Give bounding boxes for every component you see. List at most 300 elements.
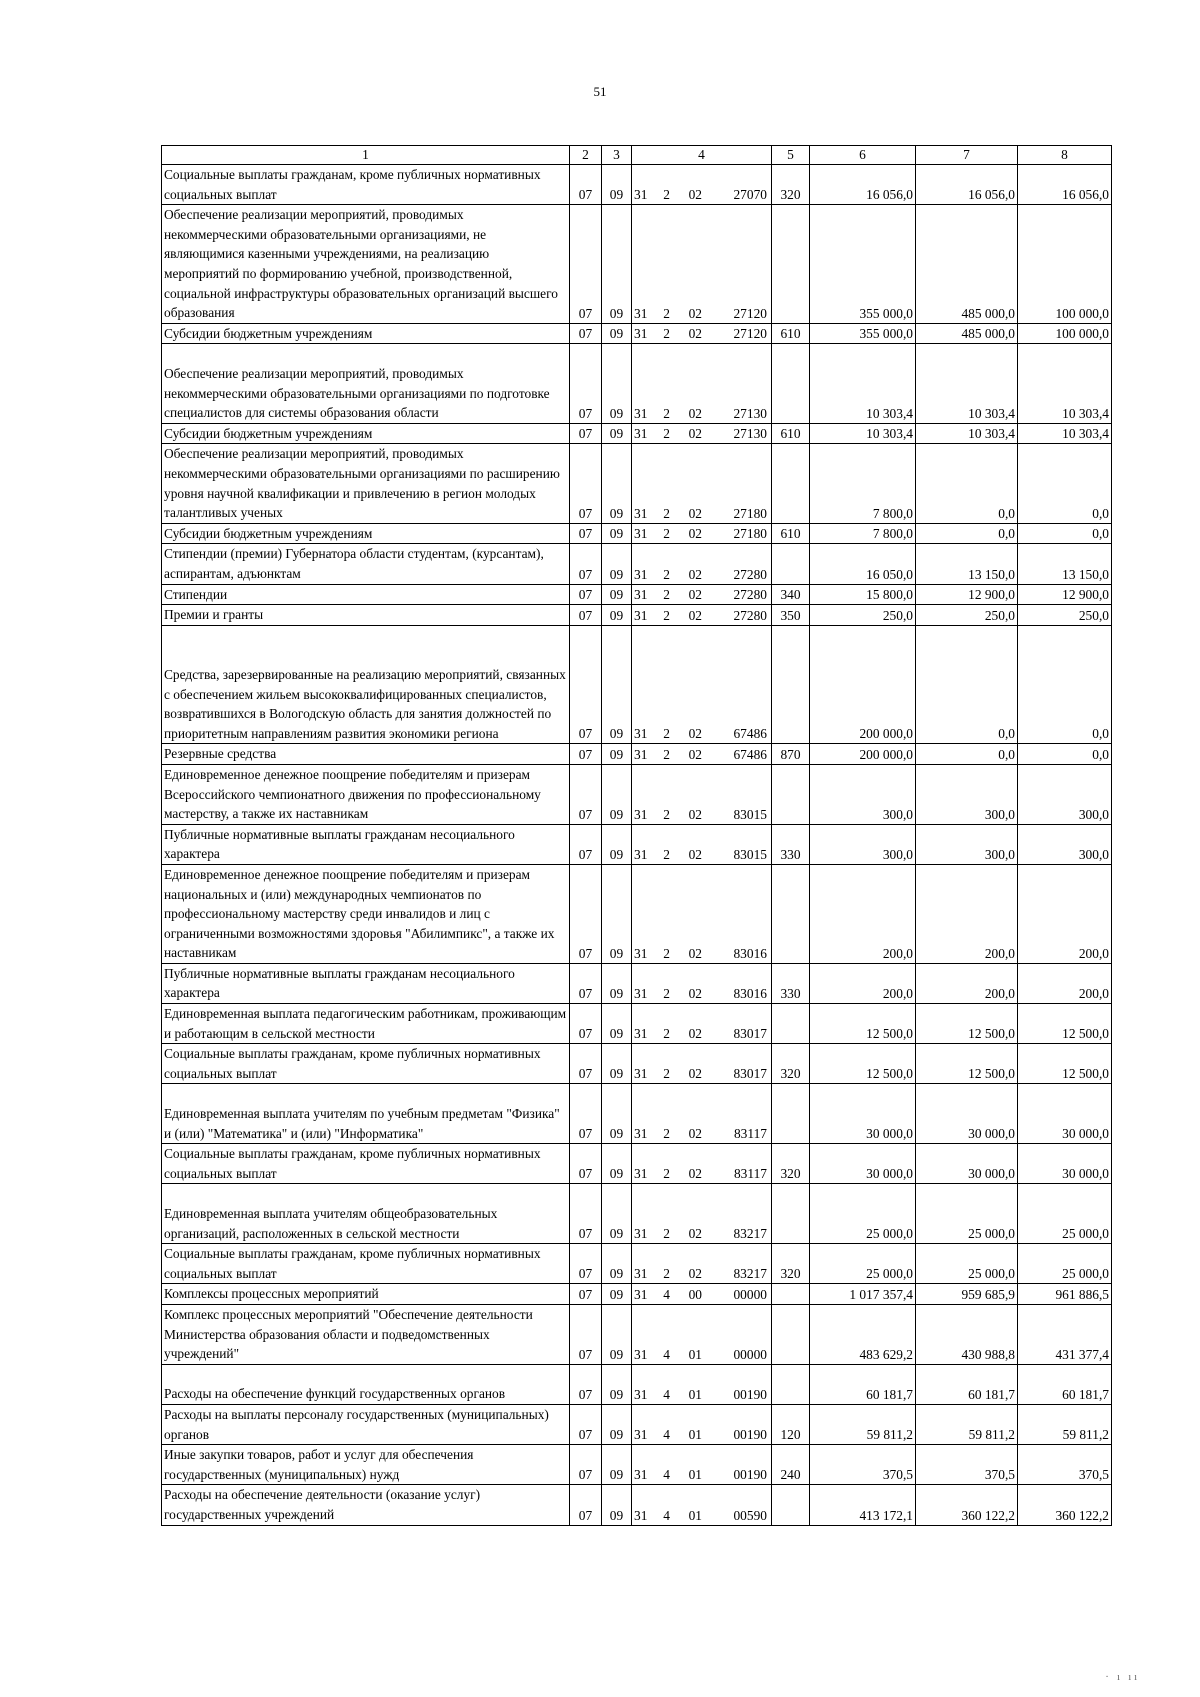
- row-target-article: [632, 205, 772, 324]
- row-section: 07: [570, 963, 602, 1003]
- target-article-part: 02: [688, 746, 702, 762]
- row-name: Единовременная выплата учителям общеобразовательных организаций, расположенных в сельской местности: [162, 1184, 570, 1244]
- target-article-part: 67486: [733, 726, 767, 742]
- row-name: Комплексы процессных мероприятий: [162, 1284, 570, 1305]
- row-subsection: 09: [602, 1184, 632, 1244]
- table-row: [162, 544, 1112, 584]
- target-article-part: 00: [688, 1287, 702, 1303]
- target-article-part: 31: [634, 526, 648, 542]
- row-name: Субсидии бюджетным учреждениям: [162, 423, 570, 444]
- row-name: Публичные нормативные выплаты гражданам несоциального характера: [162, 824, 570, 864]
- row-value-col6: 12 500,0: [810, 1004, 916, 1044]
- target-article-part: 31: [634, 1126, 648, 1142]
- target-article-part: 31: [634, 305, 648, 321]
- target-article-part: 4: [663, 1387, 670, 1402]
- table-row: [162, 963, 1112, 1003]
- row-name: Обеспечение реализации мероприятий, проводимых некоммерческими образовательными организациями, не являющимися казенными учреждениями, на реализацию мероприятий по формированию учебной, производственной, социальной инфраструктуры образовательных организаций высшего образования: [162, 205, 570, 324]
- row-expense-type: [772, 1364, 810, 1404]
- row-target-article: [632, 1244, 772, 1284]
- row-expense-type: [772, 544, 810, 584]
- target-article-part: 31: [634, 1427, 648, 1443]
- target-article-part: 31: [634, 566, 648, 582]
- target-article-part: 01: [688, 1467, 702, 1483]
- row-section: 07: [570, 1144, 602, 1184]
- row-expense-type: 350: [772, 605, 810, 626]
- row-value-col7: 0,0: [916, 444, 1018, 523]
- row-subsection: 09: [602, 1004, 632, 1044]
- row-target-article: [632, 1084, 772, 1144]
- target-article-part: 02: [688, 505, 702, 521]
- row-target-article: [632, 625, 772, 744]
- row-target-article: [632, 1405, 772, 1445]
- row-value-col8: 200,0: [1018, 963, 1112, 1003]
- row-value-col7: 370,5: [916, 1445, 1018, 1485]
- table-row: [162, 1445, 1112, 1485]
- target-article-part: 31: [634, 1467, 648, 1483]
- row-name: Социальные выплаты гражданам, кроме публичных нормативных социальных выплат: [162, 1144, 570, 1184]
- row-subsection: 09: [602, 963, 632, 1003]
- row-value-col8: 100 000,0: [1018, 205, 1112, 324]
- target-article-part: 02: [688, 945, 702, 961]
- table-row: [162, 1305, 1112, 1365]
- row-subsection: 09: [602, 444, 632, 523]
- target-article-part: 31: [634, 846, 648, 862]
- row-expense-type: 610: [772, 523, 810, 544]
- row-value-col7: 300,0: [916, 764, 1018, 824]
- row-target-article: [632, 1044, 772, 1084]
- target-article-part: 27280: [733, 566, 767, 582]
- row-value-col6: 30 000,0: [810, 1084, 916, 1144]
- row-target-article: [632, 1485, 772, 1525]
- target-article-part: 02: [688, 1266, 702, 1282]
- target-article-part: 2: [663, 607, 670, 623]
- row-target-article: [632, 323, 772, 344]
- row-section: 07: [570, 444, 602, 523]
- row-expense-type: 610: [772, 423, 810, 444]
- target-article-part: 31: [634, 1166, 648, 1182]
- row-value-col8: 300,0: [1018, 824, 1112, 864]
- row-target-article: [632, 1284, 772, 1305]
- row-value-col7: 10 303,4: [916, 423, 1018, 444]
- row-name: Расходы на обеспечение деятельности (оказание услуг) государственных учреждений: [162, 1485, 570, 1525]
- table-row: [162, 764, 1112, 824]
- target-article-part: 83017: [733, 1066, 767, 1082]
- header-cell: 5: [772, 146, 810, 165]
- header-cell: 1: [162, 146, 570, 165]
- row-value-col8: 200,0: [1018, 864, 1112, 963]
- row-section: 07: [570, 165, 602, 205]
- row-expense-type: [772, 344, 810, 423]
- table-header-row: [162, 146, 1112, 165]
- target-article-part: 31: [634, 426, 648, 442]
- row-subsection: 09: [602, 544, 632, 584]
- target-article-part: 2: [663, 505, 670, 521]
- row-value-col6: 1 017 357,4: [810, 1284, 916, 1305]
- row-subsection: 09: [602, 744, 632, 765]
- row-value-col8: 431 377,4: [1018, 1305, 1112, 1365]
- row-name: Премии и гранты: [162, 605, 570, 626]
- row-value-col6: 370,5: [810, 1445, 916, 1485]
- row-value-col8: 300,0: [1018, 764, 1112, 824]
- row-name: Единовременное денежное поощрение победителям и призерам национальных и (или) международных чемпионатов по профессиональному мастерству среди инвалидов и лиц с ограниченными возможностями здоровья "Абилимпикс", а также их наставникам: [162, 864, 570, 963]
- row-value-col8: 16 056,0: [1018, 165, 1112, 205]
- row-value-col8: 961 886,5: [1018, 1284, 1112, 1305]
- row-value-col6: 25 000,0: [810, 1184, 916, 1244]
- row-expense-type: [772, 864, 810, 963]
- row-value-col8: 0,0: [1018, 625, 1112, 744]
- row-value-col6: 12 500,0: [810, 1044, 916, 1084]
- row-expense-type: 330: [772, 824, 810, 864]
- row-value-col6: 355 000,0: [810, 205, 916, 324]
- table-body: [162, 146, 1112, 1526]
- table-row: [162, 444, 1112, 523]
- target-article-part: 67486: [733, 746, 767, 762]
- row-value-col7: 12 500,0: [916, 1044, 1018, 1084]
- row-target-article: [632, 1364, 772, 1404]
- row-subsection: 09: [602, 1445, 632, 1485]
- budget-table: [161, 145, 1112, 1526]
- table-row: [162, 1004, 1112, 1044]
- row-expense-type: 870: [772, 744, 810, 765]
- target-article-part: 27120: [733, 326, 767, 342]
- target-article-part: 83015: [733, 806, 767, 822]
- row-value-col7: 25 000,0: [916, 1184, 1018, 1244]
- target-article-part: 2: [663, 1066, 670, 1082]
- row-value-col7: 485 000,0: [916, 323, 1018, 344]
- row-name: Комплекс процессных мероприятий "Обеспечение деятельности Министерства образования области и подведомственных учреждений": [162, 1305, 570, 1365]
- target-article-part: 2: [663, 726, 670, 742]
- row-subsection: 09: [602, 824, 632, 864]
- target-article-part: 01: [688, 1427, 702, 1443]
- row-section: 07: [570, 1184, 602, 1244]
- table-row: [162, 584, 1112, 605]
- target-article-part: 27180: [733, 505, 767, 521]
- target-article-part: 83217: [733, 1266, 767, 1282]
- row-section: 07: [570, 544, 602, 584]
- target-article-part: 02: [688, 846, 702, 862]
- target-article-part: 83016: [733, 986, 767, 1002]
- target-article-part: 02: [688, 405, 702, 421]
- row-target-article: [632, 344, 772, 423]
- table-row: [162, 1144, 1112, 1184]
- row-value-col7: 200,0: [916, 864, 1018, 963]
- row-value-col6: 60 181,7: [810, 1364, 916, 1404]
- row-name: Социальные выплаты гражданам, кроме публичных нормативных социальных выплат: [162, 165, 570, 205]
- row-subsection: 09: [602, 423, 632, 444]
- row-name: Субсидии бюджетным учреждениям: [162, 523, 570, 544]
- row-section: 07: [570, 584, 602, 605]
- row-value-col6: 483 629,2: [810, 1305, 916, 1365]
- row-section: 07: [570, 205, 602, 324]
- row-value-col7: 13 150,0: [916, 544, 1018, 584]
- row-section: 07: [570, 523, 602, 544]
- row-subsection: 09: [602, 1144, 632, 1184]
- header-cell: 6: [810, 146, 916, 165]
- row-section: 07: [570, 1405, 602, 1445]
- row-value-col8: 25 000,0: [1018, 1244, 1112, 1284]
- row-target-article: [632, 764, 772, 824]
- row-name: Обеспечение реализации мероприятий, проводимых некоммерческими образовательными организациями по подготовке специалистов для системы образования области: [162, 344, 570, 423]
- row-value-col7: 485 000,0: [916, 205, 1018, 324]
- row-section: 07: [570, 323, 602, 344]
- target-article-part: 83117: [733, 1126, 767, 1142]
- row-value-col7: 12 500,0: [916, 1004, 1018, 1044]
- table-row: [162, 1044, 1112, 1084]
- row-value-col7: 430 988,8: [916, 1305, 1018, 1365]
- target-article-part: 02: [688, 305, 702, 321]
- row-subsection: 09: [602, 864, 632, 963]
- row-section: 07: [570, 1364, 602, 1404]
- row-value-col8: 60 181,7: [1018, 1364, 1112, 1404]
- row-expense-type: 320: [772, 165, 810, 205]
- table-row: [162, 1364, 1112, 1404]
- target-article-part: 2: [663, 587, 670, 603]
- target-article-part: 2: [663, 986, 670, 1002]
- row-target-article: [632, 1004, 772, 1044]
- target-article-part: 2: [663, 526, 670, 542]
- row-value-col6: 59 811,2: [810, 1405, 916, 1445]
- target-article-part: 4: [663, 1427, 670, 1443]
- table-row: [162, 1244, 1112, 1284]
- row-name: Резервные средства: [162, 744, 570, 765]
- row-value-col7: 30 000,0: [916, 1144, 1018, 1184]
- row-value-col6: 25 000,0: [810, 1244, 916, 1284]
- table-row: [162, 205, 1112, 324]
- target-article-part: 83217: [733, 1226, 767, 1242]
- table-row: [162, 1084, 1112, 1144]
- row-target-article: [632, 1305, 772, 1365]
- row-value-col8: 12 500,0: [1018, 1004, 1112, 1044]
- target-article-part: 2: [663, 405, 670, 421]
- target-article-part: 31: [634, 1066, 648, 1082]
- row-section: 07: [570, 625, 602, 744]
- target-article-part: 00000: [733, 1346, 767, 1362]
- row-target-article: [632, 864, 772, 963]
- target-article-part: 02: [688, 986, 702, 1002]
- row-expense-type: [772, 444, 810, 523]
- row-target-article: [632, 544, 772, 584]
- row-expense-type: [772, 1004, 810, 1044]
- row-value-col6: 300,0: [810, 824, 916, 864]
- row-value-col8: 30 000,0: [1018, 1084, 1112, 1144]
- row-value-col7: 0,0: [916, 523, 1018, 544]
- target-article-part: 4: [663, 1467, 670, 1483]
- row-section: 07: [570, 1445, 602, 1485]
- target-article-part: 27280: [733, 607, 767, 623]
- table-row: [162, 864, 1112, 963]
- row-target-article: [632, 1184, 772, 1244]
- row-target-article: [632, 423, 772, 444]
- header-cell: 4: [632, 146, 772, 165]
- row-value-col8: 25 000,0: [1018, 1184, 1112, 1244]
- target-article-part: 02: [688, 1226, 702, 1242]
- target-article-part: 31: [634, 187, 648, 203]
- row-value-col8: 0,0: [1018, 744, 1112, 765]
- target-article-part: 2: [663, 1126, 670, 1142]
- target-article-part: 31: [634, 726, 648, 742]
- target-article-part: 83016: [733, 945, 767, 961]
- row-value-col8: 360 122,2: [1018, 1485, 1112, 1525]
- header-cell: 3: [602, 146, 632, 165]
- target-article-part: 02: [688, 526, 702, 542]
- target-article-part: 31: [634, 1266, 648, 1282]
- row-section: 07: [570, 744, 602, 765]
- target-article-part: 00590: [733, 1507, 767, 1523]
- row-subsection: 09: [602, 605, 632, 626]
- row-section: 07: [570, 764, 602, 824]
- row-value-col6: 7 800,0: [810, 523, 916, 544]
- row-name: Публичные нормативные выплаты гражданам несоциального характера: [162, 963, 570, 1003]
- row-expense-type: [772, 1305, 810, 1365]
- table-row: [162, 824, 1112, 864]
- target-article-part: 2: [663, 1166, 670, 1182]
- row-section: 07: [570, 1485, 602, 1525]
- row-value-col8: 12 900,0: [1018, 584, 1112, 605]
- row-value-col8: 0,0: [1018, 523, 1112, 544]
- row-subsection: 09: [602, 205, 632, 324]
- row-expense-type: 340: [772, 584, 810, 605]
- row-value-col8: 13 150,0: [1018, 544, 1112, 584]
- row-section: 07: [570, 605, 602, 626]
- target-article-part: 2: [663, 945, 670, 961]
- row-section: 07: [570, 423, 602, 444]
- target-article-part: 2: [663, 746, 670, 762]
- row-value-col8: 10 303,4: [1018, 344, 1112, 423]
- row-expense-type: 240: [772, 1445, 810, 1485]
- target-article-part: 83017: [733, 1026, 767, 1042]
- row-value-col6: 413 172,1: [810, 1485, 916, 1525]
- row-section: 07: [570, 864, 602, 963]
- row-value-col6: 200,0: [810, 864, 916, 963]
- target-article-part: 2: [663, 1266, 670, 1282]
- row-value-col6: 300,0: [810, 764, 916, 824]
- row-value-col7: 300,0: [916, 824, 1018, 864]
- row-value-col6: 250,0: [810, 605, 916, 626]
- target-article-part: 02: [688, 1066, 702, 1082]
- row-value-col7: 30 000,0: [916, 1084, 1018, 1144]
- row-name: Расходы на обеспечение функций государственных органов: [162, 1364, 570, 1404]
- target-article-part: 27130: [733, 405, 767, 421]
- target-article-part: 31: [634, 746, 648, 762]
- row-name: Стипендии (премии) Губернатора области студентам, (курсантам), аспирантам, адъюнктам: [162, 544, 570, 584]
- row-value-col7: 59 811,2: [916, 1405, 1018, 1445]
- target-article-part: 02: [688, 1026, 702, 1042]
- target-article-part: 00190: [733, 1387, 767, 1402]
- target-article-part: 27180: [733, 526, 767, 542]
- row-subsection: 09: [602, 1485, 632, 1525]
- table-row: [162, 1284, 1112, 1305]
- row-subsection: 09: [602, 323, 632, 344]
- row-value-col6: 7 800,0: [810, 444, 916, 523]
- row-name: Средства, зарезервированные на реализацию мероприятий, связанных с обеспечением жильем высококвалифицированных специалистов, возвратившихся в Вологодскую область для занятия должностей по приоритетным направлениям развития экономики региона: [162, 625, 570, 744]
- header-cell: 2: [570, 146, 602, 165]
- row-value-col8: 100 000,0: [1018, 323, 1112, 344]
- row-value-col8: 250,0: [1018, 605, 1112, 626]
- row-value-col6: 30 000,0: [810, 1144, 916, 1184]
- row-name: Единовременное денежное поощрение победителям и призерам Всероссийского чемпионатного движения по профессиональному мастерству, а также их наставникам: [162, 764, 570, 824]
- target-article-part: 01: [688, 1507, 702, 1523]
- row-expense-type: 320: [772, 1244, 810, 1284]
- target-article-part: 27070: [733, 187, 767, 203]
- header-cell: 8: [1018, 146, 1112, 165]
- table-row: [162, 605, 1112, 626]
- row-value-col6: 355 000,0: [810, 323, 916, 344]
- row-subsection: 09: [602, 1044, 632, 1084]
- target-article-part: 31: [634, 1026, 648, 1042]
- target-article-part: 31: [634, 326, 648, 342]
- row-expense-type: 610: [772, 323, 810, 344]
- target-article-part: 02: [688, 566, 702, 582]
- target-article-part: 31: [634, 1226, 648, 1242]
- target-article-part: 4: [663, 1346, 670, 1362]
- row-expense-type: [772, 1284, 810, 1305]
- target-article-part: 2: [663, 1026, 670, 1042]
- row-value-col7: 25 000,0: [916, 1244, 1018, 1284]
- row-value-col7: 250,0: [916, 605, 1018, 626]
- row-target-article: [632, 444, 772, 523]
- row-target-article: [632, 824, 772, 864]
- row-value-col7: 60 181,7: [916, 1364, 1018, 1404]
- target-article-part: 31: [634, 1346, 648, 1362]
- row-section: 07: [570, 344, 602, 423]
- row-subsection: 09: [602, 1405, 632, 1445]
- row-target-article: [632, 165, 772, 205]
- row-subsection: 09: [602, 1084, 632, 1144]
- row-name: Единовременная выплата учителям по учебным предметам "Физика" и (или) "Математика" и (или) "Информатика": [162, 1084, 570, 1144]
- row-target-article: [632, 584, 772, 605]
- row-value-col7: 360 122,2: [916, 1485, 1018, 1525]
- row-value-col8: 12 500,0: [1018, 1044, 1112, 1084]
- target-article-part: 83117: [733, 1166, 767, 1182]
- row-section: 07: [570, 1244, 602, 1284]
- table-row: [162, 1184, 1112, 1244]
- target-article-part: 02: [688, 1166, 702, 1182]
- row-name: Стипендии: [162, 584, 570, 605]
- target-article-part: 02: [688, 587, 702, 603]
- row-subsection: 09: [602, 165, 632, 205]
- row-section: 07: [570, 1004, 602, 1044]
- row-subsection: 09: [602, 1244, 632, 1284]
- row-expense-type: [772, 764, 810, 824]
- target-article-part: 31: [634, 986, 648, 1002]
- row-value-col6: 10 303,4: [810, 344, 916, 423]
- row-target-article: [632, 523, 772, 544]
- table-row: [162, 523, 1112, 544]
- row-target-article: [632, 963, 772, 1003]
- target-article-part: 02: [688, 607, 702, 623]
- row-expense-type: 330: [772, 963, 810, 1003]
- target-article-part: 00190: [733, 1427, 767, 1443]
- table-row: [162, 625, 1112, 744]
- row-name: Иные закупки товаров, работ и услуг для обеспечения государственных (муниципальных) нужд: [162, 1445, 570, 1485]
- row-subsection: 09: [602, 625, 632, 744]
- row-section: 07: [570, 1044, 602, 1084]
- row-value-col7: 10 303,4: [916, 344, 1018, 423]
- row-value-col6: 200 000,0: [810, 625, 916, 744]
- row-value-col8: 0,0: [1018, 444, 1112, 523]
- row-value-col6: 200,0: [810, 963, 916, 1003]
- table-row: [162, 1405, 1112, 1445]
- row-value-col6: 15 800,0: [810, 584, 916, 605]
- row-name: Социальные выплаты гражданам, кроме публичных нормативных социальных выплат: [162, 1044, 570, 1084]
- row-value-col6: 16 050,0: [810, 544, 916, 584]
- row-subsection: 09: [602, 1305, 632, 1365]
- row-target-article: [632, 1445, 772, 1485]
- row-target-article: [632, 744, 772, 765]
- row-subsection: 09: [602, 764, 632, 824]
- target-article-part: 2: [663, 426, 670, 442]
- target-article-part: 02: [688, 1126, 702, 1142]
